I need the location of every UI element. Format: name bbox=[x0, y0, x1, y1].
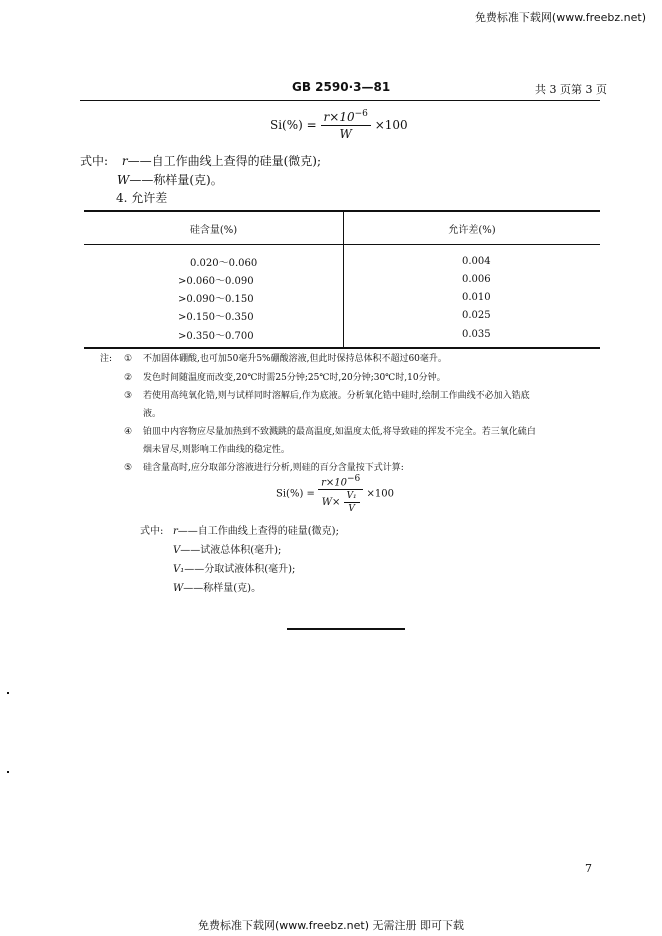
definition-2-row bbox=[173, 522, 339, 541]
column-header-silicon: 硅含量(%) bbox=[84, 211, 344, 245]
formula-2-v1: V₁ bbox=[344, 491, 360, 503]
tolerance-cell: 0.025 bbox=[462, 309, 491, 321]
end-rule bbox=[287, 628, 405, 630]
symbol-r: r bbox=[173, 526, 178, 537]
range-cell: >0.090～0.150 bbox=[84, 288, 344, 306]
note-text: 铂皿中内容物应尽量加热到不致溅跳的最高温度,如温度太低,将导致硅的挥发不完全。若三氧化硫白 bbox=[143, 427, 536, 437]
definitions-2-prefix: 式中: bbox=[140, 526, 164, 537]
formula-1-denominator: W bbox=[339, 127, 352, 141]
definition-2-text: ——自工作曲线上查得的硅量(微克); bbox=[177, 526, 339, 537]
symbol-r: r bbox=[121, 154, 128, 168]
definition-2-text: ——分取试液体积(毫升); bbox=[184, 564, 296, 575]
table-row bbox=[84, 270, 600, 288]
tolerance-cell: 0.035 bbox=[344, 324, 601, 348]
tolerance-cell: 0.004 bbox=[462, 255, 491, 267]
note-text-cont: 液。 bbox=[143, 409, 162, 419]
definition-2-row bbox=[173, 560, 295, 579]
note-text: 硅含量高时,应分取部分溶液进行分析,则硅的百分含量按下式计算: bbox=[143, 463, 404, 473]
header-rule bbox=[80, 100, 600, 101]
range-cell: >0.060～0.090 bbox=[84, 270, 344, 288]
section-title: 4. 允许差 bbox=[116, 191, 168, 205]
table-row bbox=[84, 288, 600, 306]
definition-2-text: ——称样量(克)。 bbox=[183, 583, 262, 594]
formula-2-exponent: −6 bbox=[347, 474, 361, 484]
table-row bbox=[84, 324, 600, 348]
tolerance-cell: 0.010 bbox=[462, 291, 491, 303]
formula-2-numerator: r×10 bbox=[321, 477, 347, 489]
formula-2-volume-ratio bbox=[344, 491, 360, 514]
tolerance-cell: 0.006 bbox=[462, 273, 491, 285]
table-row bbox=[84, 245, 600, 271]
symbol-w: W bbox=[117, 173, 130, 187]
formula-2-rhs: ×100 bbox=[366, 488, 394, 500]
table-header-row bbox=[84, 211, 600, 245]
definition-2-text: ——试液总体积(毫升); bbox=[180, 545, 282, 556]
formula-1-rhs: ×100 bbox=[374, 118, 408, 132]
tolerance-table bbox=[84, 210, 600, 349]
note-number: ④ bbox=[124, 427, 133, 437]
note-text-cont: 烟未冒尽,则影响工作曲线的稳定性。 bbox=[143, 445, 290, 455]
definition-w bbox=[117, 171, 223, 188]
range-cell: >0.350～0.700 bbox=[84, 324, 344, 348]
page-number: 7 bbox=[585, 862, 592, 875]
watermark-bottom: 免费标准下载网(www.freebz.net) 无需注册 即可下载 bbox=[197, 919, 465, 932]
definition-2-row bbox=[173, 541, 281, 560]
table-row bbox=[84, 306, 600, 324]
formula-1 bbox=[270, 109, 408, 141]
watermark-top: 免费标准下载网(www.freebz.net) bbox=[474, 11, 646, 24]
formula-1-lhs: Si(%) = bbox=[270, 118, 317, 132]
formula-1-fraction bbox=[321, 109, 371, 141]
note-text: 发色时间随温度而改变,20℃时需25分钟;25℃时,20分钟;30℃时,10分钟。 bbox=[143, 373, 446, 383]
definition-w-text: ——称样量(克)。 bbox=[129, 173, 223, 187]
notes-prefix: 注: bbox=[100, 354, 113, 364]
note-text: 不加固体硼酸,也可加50毫升5%硼酸溶液,但此时保持总体积不超过60毫升。 bbox=[143, 354, 447, 364]
range-cell: >0.150～0.350 bbox=[84, 306, 344, 324]
symbol-v1: V₁ bbox=[173, 564, 185, 575]
scan-speck bbox=[7, 771, 9, 773]
definitions-prefix: 式中: bbox=[80, 154, 109, 168]
definition-2-row bbox=[173, 579, 261, 598]
note-number: ② bbox=[124, 373, 133, 383]
page-count: 共 3 页第 3 页 bbox=[535, 83, 607, 96]
range-cell: 0.020～0.060 bbox=[84, 245, 344, 271]
note-number: ③ bbox=[124, 391, 133, 401]
symbol-w: W bbox=[173, 583, 184, 594]
formula-2-fraction bbox=[318, 474, 363, 514]
note-number: ① bbox=[124, 354, 133, 364]
formula-2-v: V bbox=[348, 504, 355, 515]
formula-1-exponent: −6 bbox=[354, 109, 368, 119]
note-number: ⑤ bbox=[124, 463, 133, 473]
scan-speck bbox=[7, 692, 9, 694]
formula-2-den-w: W× bbox=[321, 497, 341, 509]
formula-2 bbox=[276, 474, 394, 514]
note-text: 若使用高纯氧化锆,则与试样同时溶解后,作为底液。分析氧化锆中硅时,绘制工作曲线不必加入锆底 bbox=[143, 391, 530, 401]
definition-r bbox=[80, 152, 321, 169]
symbol-v: V bbox=[173, 545, 181, 556]
column-header-tolerance: 允许差(%) bbox=[344, 211, 601, 245]
standard-number: GB 2590·3—81 bbox=[292, 80, 391, 94]
definition-r-text: ——自工作曲线上查得的硅量(微克); bbox=[127, 154, 322, 168]
formula-2-lhs: Si(%) = bbox=[276, 488, 315, 500]
formula-1-numerator: r×10 bbox=[323, 110, 355, 124]
